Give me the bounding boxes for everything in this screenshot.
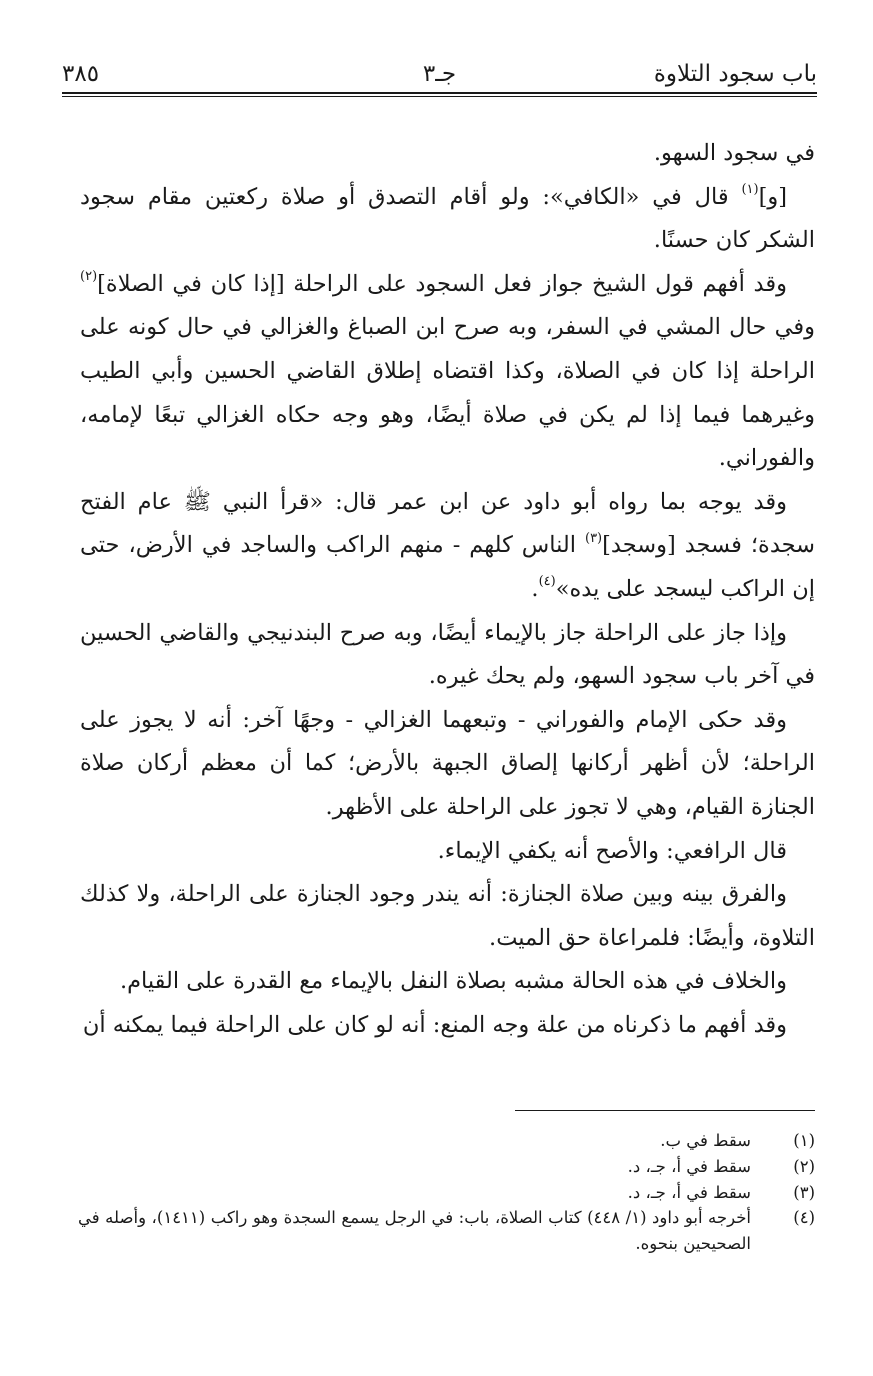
footnote-text: سقط في ب. (660, 1131, 751, 1150)
footnotes (78, 1128, 815, 1257)
footnote (78, 1128, 815, 1154)
footnote-separator (515, 1110, 815, 1111)
footnote-ref[interactable]: (٣) (584, 530, 603, 546)
footnote-text: سقط في أ، جـ، د. (627, 1182, 751, 1202)
paragraph: في سجود السهو. (653, 140, 815, 166)
footnote-number: (١) (793, 1131, 815, 1150)
footnote (78, 1180, 815, 1206)
volume-number: جـ٣ (422, 61, 457, 87)
section-title: باب سجود التلاوة (653, 61, 817, 87)
footnote (78, 1154, 815, 1180)
footnote-number: (٤) (793, 1208, 815, 1228)
header-rule-thick (62, 92, 817, 94)
paragraph: وقد حكى الإمام والفوراني - وتبعهما الغزالي - وجهًا آخر: أنه لا يجوز على الراحلة؛ لأن أظهر أركانها إلصاق الجبهة بالأرض؛ كما أن معظم أركان صلاة الجنازة القيام، وهي لا تجوز على الراحلة على الأظهر. (80, 706, 815, 820)
footnote-text: سقط في أ، جـ، د. (627, 1156, 751, 1176)
paragraph: والخلاف في هذه الحالة مشبه بصلاة النفل بالإيماء مع القدرة على القيام. (119, 968, 787, 995)
header-rule-thin (62, 96, 817, 97)
paragraph: والفرق بينه وبين صلاة الجنازة: أنه يندر وجود الجنازة على الراحلة، ولا كذلك التلاوة، وأيضًا: فلمراعاة حق الميت. (80, 881, 815, 951)
footnote-number: (٣) (793, 1182, 815, 1202)
paragraph: [و]$^{(١)}$ قال في «الكافي»: ولو أقام التصدق أو صلاة ركعتين مقام سجود الشكر كان حسنًا. (80, 182, 815, 254)
footnote (78, 1205, 815, 1257)
paragraph: وقد يوجه بما رواه أبو داود عن ابن عمر قال: «قرأ النبي ﷺ عام الفتح سجدة؛ فسجد [وسجد]$^{(٣)}$ الناس كلهم - منهم الراكب والساجد في الأرض، حتى إن الراكب ليسجد على يده»$^{(٤)}$. (80, 488, 815, 602)
footnote-text: أخرجه أبو داود (١/ ٤٤٨) كتاب الصلاة، باب: في الرجل يسمع السجدة وهو راكب (١٤١١)، وأصله في الصحيحين بنحوه. (78, 1208, 751, 1254)
paragraph: وقد أفهم ما ذكرناه من علة وجه المنع: أنه لو كان على الراحلة فيما يمكنه أن (82, 1011, 787, 1038)
paragraph: وإذا جاز على الراحلة جاز بالإيماء أيضًا، وبه صرح البندنيجي والقاضي الحسين في آخر باب سجود السهو، ولم يحك غيره. (80, 619, 815, 690)
footnote-ref[interactable]: (٢) (80, 269, 98, 285)
footnote-ref[interactable]: (٤) (538, 574, 556, 590)
main-text (80, 132, 815, 1047)
paragraph: قال الرافعي: والأصح أنه يكفي الإيماء. (437, 837, 787, 864)
footnote-number: (٢) (793, 1156, 815, 1176)
page-number: ٣٨٥ (62, 61, 100, 87)
page-header (62, 55, 817, 99)
footnote-ref[interactable]: (١) (741, 182, 759, 198)
paragraph: وقد أفهم قول الشيخ جواز فعل السجود على الراحلة [إذا كان في الصلاة]$^{(٢)}$ وفي حال المشي في السفر، وبه صرح ابن الصباغ والغزالي في حال كونه على الراحلة إذا كان في الصلاة، وكذا اقتضاه إطلاق القاضي الحسين وأبي الطيب وغيرهما فيما إذا لم يكن في صلاة أيضًا، وهو وجه حكاه الغزالي تبعًا لإمامه، والفوراني. (80, 269, 815, 472)
